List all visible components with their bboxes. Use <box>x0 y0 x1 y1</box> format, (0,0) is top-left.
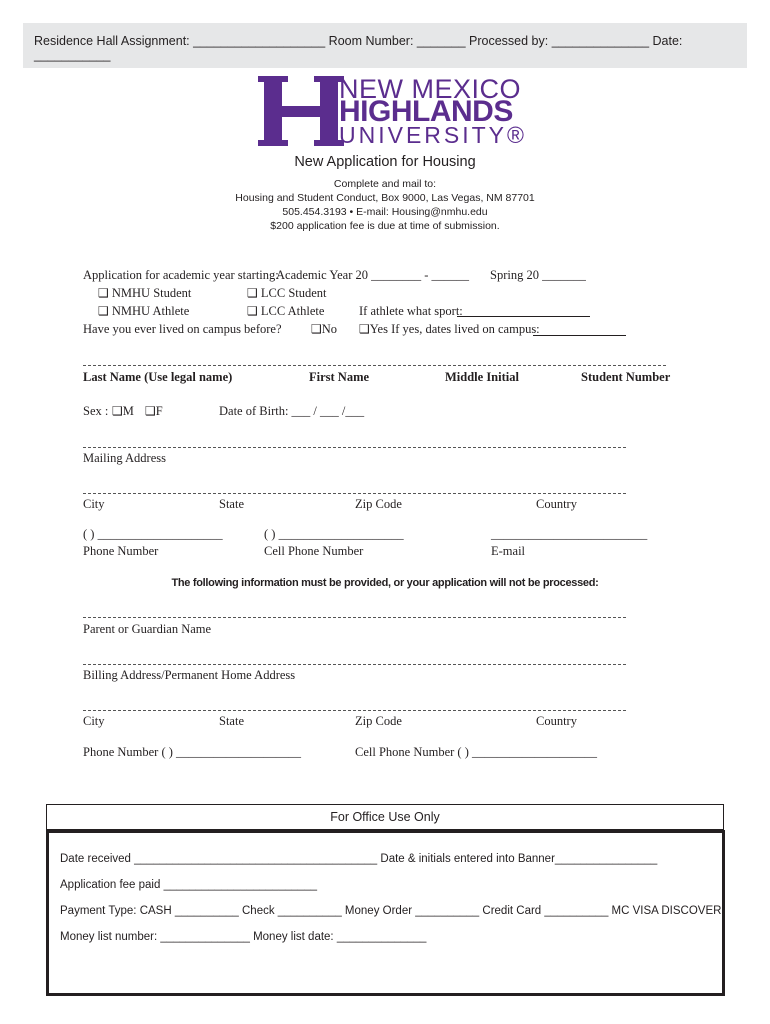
zip-code-label: Zip Code <box>355 497 402 511</box>
name-line[interactable] <box>83 365 666 366</box>
checkbox-icon[interactable]: ❑ <box>247 304 258 318</box>
logo-text-line1: NEW MEXICO <box>339 74 522 104</box>
email-input[interactable]: _________________________ <box>491 527 648 541</box>
logo-text-line2: HIGHLANDS <box>339 95 513 128</box>
parent-guardian-label: Parent or Guardian Name <box>83 622 212 636</box>
checkbox-icon[interactable]: ❑ <box>359 322 370 336</box>
academic-year-label: Application for academic year starting: <box>83 268 279 282</box>
mailing-address-input[interactable] <box>83 447 626 448</box>
application-fee-note: $200 application fee is due at time of submission. <box>270 220 500 232</box>
billing-address-label: Billing Address/Permanent Home Address <box>83 668 296 682</box>
campus-question: Have you ever lived on campus before? <box>83 322 282 336</box>
header-bar-text: Residence Hall Assignment: ___________________ Room Number: _______ Processed by: ______________ Date: ___________ <box>34 34 683 62</box>
checkbox-icon[interactable]: ❑ <box>98 286 109 300</box>
billing-cell-phone-field[interactable]: Cell Phone Number ( ) ____________________ <box>355 745 597 759</box>
mail-to-address: Housing and Student Conduct, Box 9000, Las Vegas, NM 87701 <box>235 192 535 204</box>
office-header-bar <box>23 23 747 68</box>
phone-number-label: Phone Number <box>83 544 159 558</box>
office-use-header <box>46 804 724 830</box>
checkbox-icon[interactable]: ❑ <box>247 286 258 300</box>
student-number-label: Student Number <box>581 370 671 384</box>
billing-zip-label: Zip Code <box>355 714 402 728</box>
cell-phone-input[interactable]: ( ) ____________________ <box>264 527 404 541</box>
university-logo-h <box>258 72 346 149</box>
payment-type-field[interactable]: Payment Type: CASH __________ Check __________ Money Order __________ Credit Card __________ MC VISA DISCOVER <box>60 905 722 917</box>
sex-label: Sex : <box>83 404 109 418</box>
office-use-title: For Office Use Only <box>330 810 440 824</box>
phone-input[interactable]: ( ) ____________________ <box>83 527 223 541</box>
checkbox-icon[interactable]: ❑ <box>112 404 123 418</box>
office-use-box <box>46 830 725 996</box>
parent-guardian-input[interactable] <box>83 617 626 618</box>
logo-text-line3: UNIVERSITY® <box>339 122 527 148</box>
lcc-athlete-option[interactable]: ❑ LCC Athlete <box>247 304 325 318</box>
campus-yes-option[interactable]: ❑Yes If yes, dates lived on campus: <box>359 322 540 336</box>
last-name-label: Last Name (Use legal name) <box>83 370 233 384</box>
mailing-address-label: Mailing Address <box>83 451 166 465</box>
application-fee-paid-field[interactable]: Application fee paid ________________________ <box>60 879 318 891</box>
country-label: Country <box>536 497 577 511</box>
academic-year-field[interactable]: Academic Year 20 ________ - ______ <box>276 268 470 282</box>
city-label: City <box>83 497 105 511</box>
billing-city-state-zip-input[interactable] <box>83 710 626 711</box>
sport-label: If athlete what sport: <box>359 304 463 318</box>
required-notice: The following information must be provided, or your application will not be processed: <box>171 577 599 589</box>
cell-phone-label: Cell Phone Number <box>264 544 364 558</box>
nmhu-student-option[interactable]: ❑ NMHU Student <box>98 286 192 300</box>
money-list-field[interactable]: Money list number: ______________ Money list date: ______________ <box>60 931 427 943</box>
state-label: State <box>219 497 244 511</box>
spring-field[interactable]: Spring 20 _______ <box>490 268 586 282</box>
campus-dates-input[interactable] <box>533 335 626 336</box>
lcc-student-option[interactable]: ❑ LCC Student <box>247 286 327 300</box>
middle-initial-label: Middle Initial <box>445 370 519 384</box>
first-name-label: First Name <box>309 370 370 384</box>
checkbox-icon[interactable]: ❑ <box>311 322 322 336</box>
billing-country-label: Country <box>536 714 577 728</box>
email-label: E-mail <box>491 544 526 558</box>
nmhu-athlete-option[interactable]: ❑ NMHU Athlete <box>98 304 190 318</box>
checkbox-icon[interactable]: ❑ <box>98 304 109 318</box>
city-state-zip-input[interactable] <box>83 493 626 494</box>
date-received-field[interactable]: Date received ______________________________________ Date & initials entered into Banner________________ <box>60 853 658 865</box>
billing-phone-field[interactable]: Phone Number ( ) ____________________ <box>83 745 302 759</box>
campus-no-option[interactable]: ❑No <box>311 322 338 336</box>
mail-to-line1: Complete and mail to: <box>333 178 437 190</box>
billing-address-input[interactable] <box>83 664 626 665</box>
date-of-birth-field[interactable]: Date of Birth: ___ / ___ /___ <box>219 404 365 418</box>
billing-city-label: City <box>83 714 105 728</box>
billing-state-label: State <box>219 714 244 728</box>
form-title: New Application for Housing <box>294 154 476 170</box>
sport-input[interactable] <box>457 316 590 317</box>
checkbox-icon[interactable]: ❑ <box>145 404 156 418</box>
sex-m-option[interactable]: ❑M <box>112 404 134 418</box>
sex-f-option[interactable]: ❑F <box>145 404 163 418</box>
mail-to-contact: 505.454.3193 • E-mail: Housing@nmhu.edu <box>282 206 488 218</box>
